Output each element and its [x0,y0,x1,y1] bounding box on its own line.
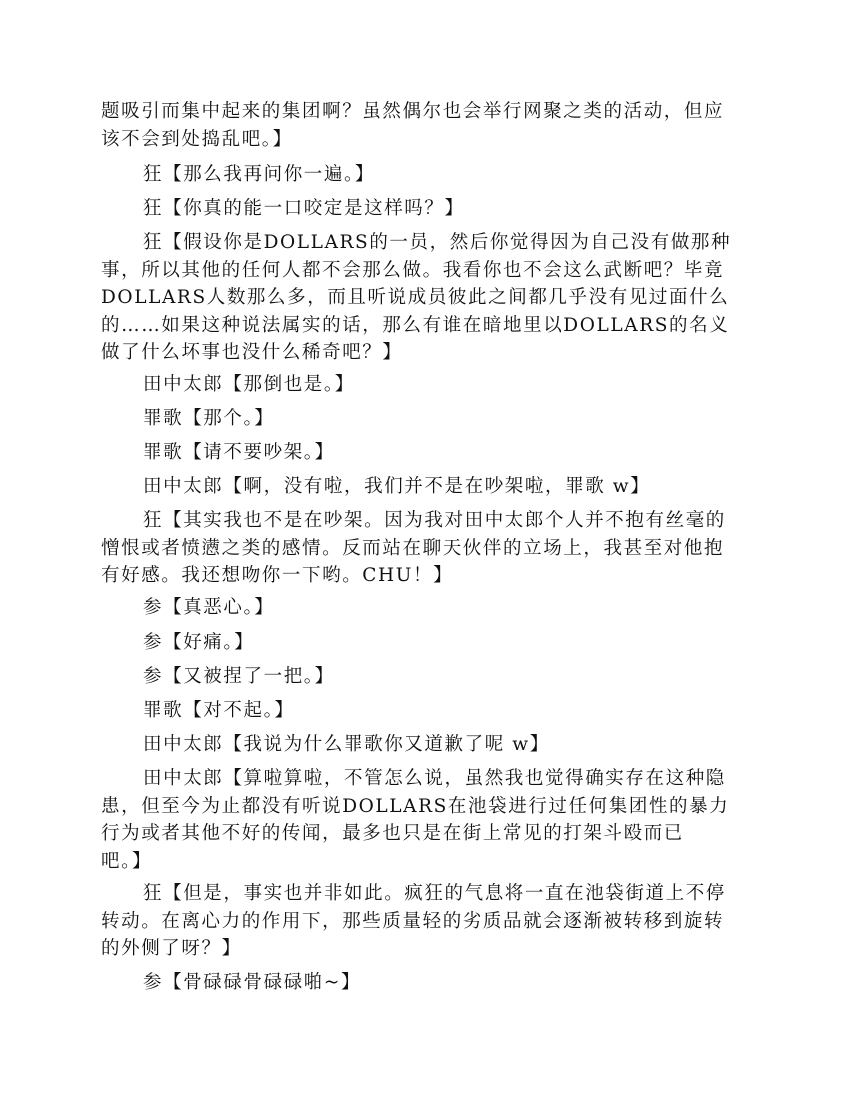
text-line: 参【又被捏了一把。】 [143,666,335,687]
text-line: 狂【其实我也不是在吵架。因为我对田中太郎个人并不抱有丝毫的 [143,510,726,531]
text-line: 田中太郎【我说为什么罪歌你又道歉了呢 w】 [143,734,550,755]
text-line: DOLLARS人数那么多，而且听说成员彼此之间都几乎没有见过面什么 [101,287,730,308]
paragraph [101,439,751,467]
paragraph [101,473,751,501]
text-line: 憎恨或者愤懑之类的感情。反而站在聊天伙伴的立场上，我甚至对他抱 [101,537,725,559]
text-line: 的外侧了呀？】 [101,938,242,959]
text-line: 狂【假设你是DOLLARS的一员，然后你觉得因为自己没有做那种 [143,232,732,253]
text-line: 参【好痛。】 [143,632,255,653]
paragraph [101,507,751,590]
text-line: 参【真恶心。】 [143,597,275,618]
paragraph [101,371,751,399]
paragraph [101,229,751,367]
paragraph [101,594,751,622]
paragraph [101,405,751,433]
text-line: 有好感。我还想吻你一下哟。CHU！】 [101,565,454,586]
text-line: 罪歌【那个。】 [143,408,275,429]
text-line: 患，但至今为止都没有听说DOLLARS在池袋进行过任何集团性的暴力 [101,795,730,817]
text-line: 题吸引而集中起来的集团啊？虽然偶尔也会举行网聚之类的活动，但应 [101,101,725,122]
paragraph [101,629,751,657]
text-line: 参【骨碌碌骨碌碌啪~】 [143,972,362,993]
paragraph [101,663,751,691]
text-line: 事，所以其他的任何人都不会那么做。我看你也不会这么武断吧？毕竟 [101,259,725,281]
text-line: 田中太郎【那倒也是。】 [143,374,355,395]
text-line: 转动。在离心力的作用下，那些质量轻的劣质品就会逐渐被转移到旋转 [101,910,725,932]
paragraph [101,765,751,875]
text-line: 狂【但是，事实也并非如此。疯狂的气息将一直在池袋街道上不停 [143,883,726,904]
text-line: 罪歌【请不要吵架。】 [143,442,335,463]
text-line: 做了什么坏事也没什么稀奇吧？】 [101,342,403,363]
text-line: 狂【那么我再问你一遍。】 [143,164,375,185]
text-line: 吧。】 [101,850,153,872]
text-line: 罪歌【对不起。】 [143,700,295,721]
paragraph [101,731,751,759]
text-line: 狂【你真的能一口咬定是这样吗？】 [143,198,465,219]
text-line: 田中太郎【啊，没有啦，我们并不是在吵架啦，罪歌 w】 [143,476,651,497]
paragraph [101,969,751,997]
paragraph [101,697,751,725]
text-line: 田中太郎【算啦算啦，不管怎么说，虽然我也觉得确实存在这种隐 [143,768,726,789]
paragraph [101,880,751,963]
text-line: 该不会到处捣乱吧。】 [101,128,293,150]
paragraph [101,98,751,153]
text-line: 行为或者其他不好的传闻，最多也只是在街上常见的打架斗殴而已 [101,823,684,844]
paragraph [101,161,751,189]
paragraph [101,195,751,223]
text-line: 的……如果这种说法属实的话，那么有谁在暗地里以DOLLARS的名义 [101,314,730,336]
